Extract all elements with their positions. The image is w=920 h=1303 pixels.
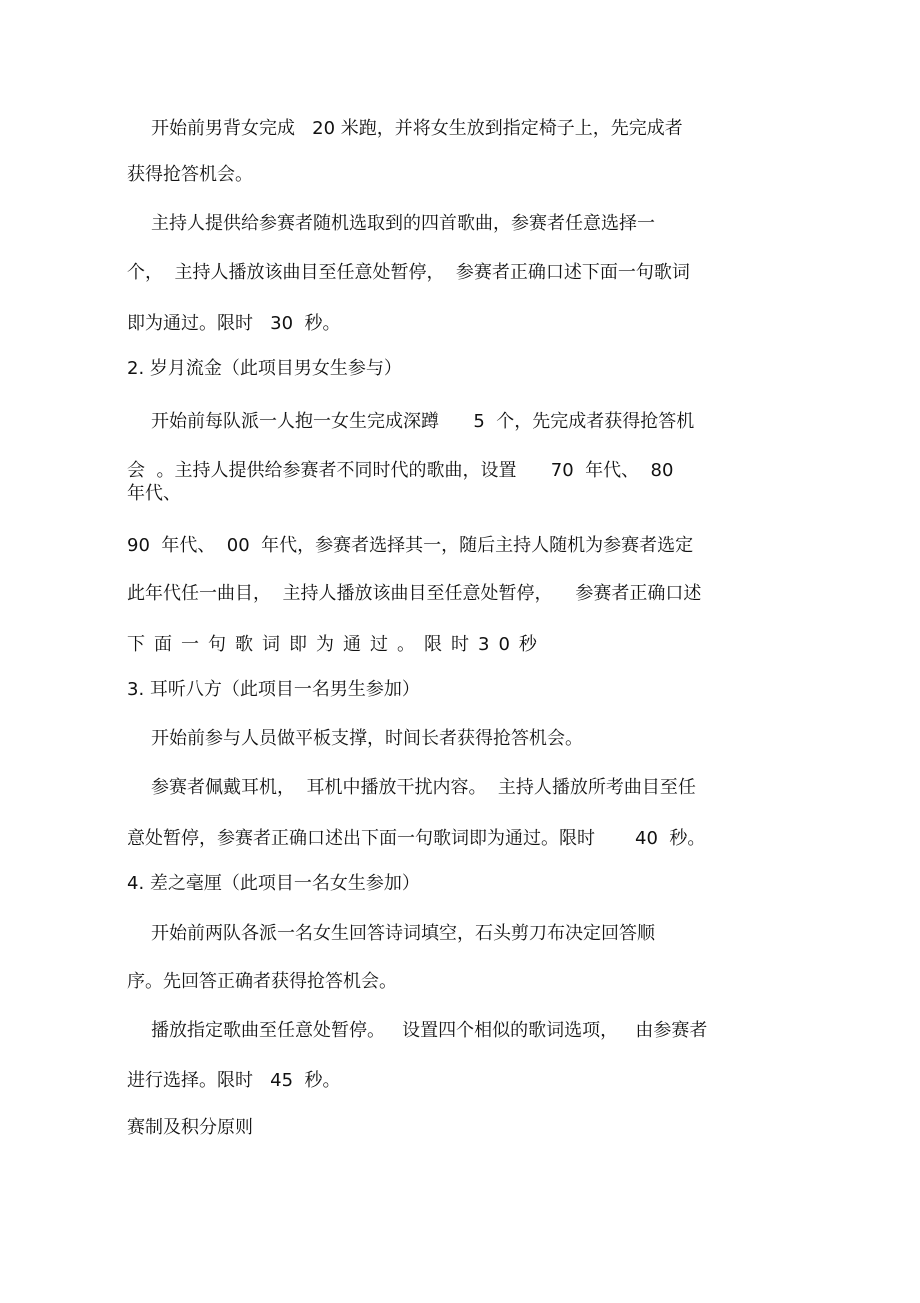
paragraph-line: 意处暂停，参赛者正确口述出下面一句歌词即为通过。限时 40 秒。 xyxy=(127,828,706,849)
paragraph-line: 开始前每队派一人抱一女生完成深蹲 5 个，先完成者获得抢答机 xyxy=(151,411,695,432)
paragraph-line: 会 。主持人提供给参赛者不同时代的歌曲，设置 70 年代、 80 xyxy=(127,460,674,481)
paragraph-line: 播放指定歌曲至任意处暂停。 设置四个相似的歌词选项， 由参赛者 xyxy=(151,1020,708,1041)
paragraph-line: 此年代任一曲目， 主持人播放该曲目至任意处暂停， 参赛者正确口述 xyxy=(127,583,702,604)
paragraph-line: 获得抢答机会。 xyxy=(127,164,253,185)
paragraph-line: 开始前参与人员做平板支撑，时间长者获得抢答机会。 xyxy=(151,728,583,749)
paragraph-line: 下面一句歌词即为通过。限时30秒 xyxy=(127,634,546,655)
paragraph-line: 参赛者佩戴耳机， 耳机中播放干扰内容。 主持人播放所考曲目至任 xyxy=(151,777,696,798)
section-heading: 赛制及积分原则 xyxy=(127,1117,253,1138)
paragraph-line: 即为通过。限时 30 秒。 xyxy=(127,313,341,334)
paragraph-line: 主持人提供给参赛者随机选取到的四首歌曲，参赛者任意选择一 xyxy=(151,213,655,234)
paragraph-line: 年代、 xyxy=(127,483,181,504)
paragraph-line: 序。先回答正确者获得抢答机会。 xyxy=(127,971,397,992)
paragraph-line: 开始前男背女完成 20 米跑，并将女生放到指定椅子上，先完成者 xyxy=(151,118,683,139)
section-heading: 4. 差之毫厘（此项目一名女生参加） xyxy=(127,873,420,894)
section-heading: 2. 岁月流金（此项目男女生参与） xyxy=(127,358,402,379)
paragraph-line: 开始前两队各派一名女生回答诗词填空，石头剪刀布决定回答顺 xyxy=(151,923,655,944)
paragraph-line: 进行选择。限时 45 秒。 xyxy=(127,1070,341,1091)
paragraph-line: 90 年代、 00 年代，参赛者选择其一，随后主持人随机为参赛者选定 xyxy=(127,535,694,556)
paragraph-line: 个， 主持人播放该曲目至任意处暂停， 参赛者正确口述下面一句歌词 xyxy=(127,262,690,283)
section-heading: 3. 耳听八方（此项目一名男生参加） xyxy=(127,679,420,700)
